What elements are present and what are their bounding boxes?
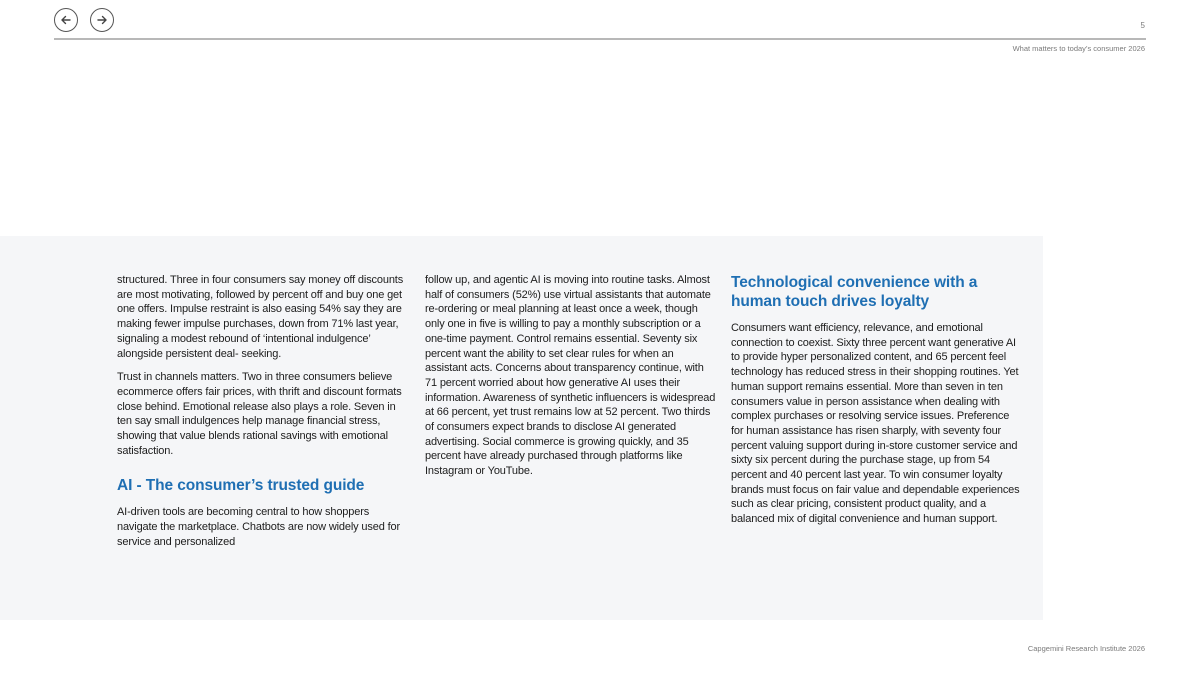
text-column-2 bbox=[425, 273, 717, 488]
arrow-right-icon bbox=[95, 13, 109, 27]
footer-credit: Capgemini Research Institute 2026 bbox=[1027, 644, 1145, 653]
header-divider bbox=[54, 38, 1146, 40]
paragraph: Consumers want efficiency, relevance, and emotional connection to coexist. Sixty three percent want generative AI to provide hyper personalized content, and 65 percent feel technology has reduced stress in their shopping routines. Yet human support remains essential. More than seven in ten consumers value in person assistance when dealing with complex purchases or resolving service issues. Preference for human assistance has risen sharply, with seventy four percent valuing support during in-store customer service and sixty six percent during the purchase stage, up from 54 percent and 40 percent last year. To win consumer loyalty brands must focus on fair value and dependable experiences such as clear pricing, consistent product quality, and a balanced mix of digital convenience and human support. bbox=[731, 322, 1020, 526]
arrow-left-icon bbox=[59, 13, 73, 27]
paragraph: follow up, and agentic AI is moving into routine tasks. Almost half of consumers (52%) use virtual assistants that automate re-ordering or meal planning at least once a week, though only one in five is willing to pay a monthly subscription or a one-time payment. Control remains essential. Seventy six percent want the ability to set clear rules for when an assistant acts. Concerns about transparency continue, with 71 percent worried about how generative AI uses their information. Awareness of synthetic influencers is widespread at 66 percent, yet trust remains low at 52 percent. Two thirds of consumers expect brands to disclose AI generated advertising. Social commerce is growing quickly, and 35 percent have already purchased through platforms like Instagram or YouTube. bbox=[425, 274, 716, 478]
text-column-3 bbox=[731, 273, 1023, 536]
section-heading-ai-guide: AI - The consumer’s trusted guide bbox=[117, 477, 365, 495]
section-heading-tech-convenience: Technological convenience with a human touch drives loyalty bbox=[731, 274, 978, 310]
page-number: 5 bbox=[1140, 21, 1145, 30]
running-header-title: What matters to today’s consumer 2026 bbox=[1012, 44, 1145, 53]
next-page-button[interactable] bbox=[90, 8, 114, 32]
paragraph: structured. Three in four consumers say money off discounts are most motivating, followed by percent off and buy one get one offers. Impulse restraint is also easing 54% say they are making fewer impulse purchases, down from 71% last year, signaling a modest rebound of ‘intentional indulgence’ alongside persistent deal- seeking. bbox=[117, 274, 404, 360]
paragraph: AI-driven tools are becoming central to how shoppers navigate the marketplace. Chatbots are now widely used for service and personalized bbox=[117, 506, 400, 548]
previous-page-button[interactable] bbox=[54, 8, 78, 32]
text-column-1 bbox=[117, 273, 409, 559]
paragraph: Trust in channels matters. Two in three consumers believe ecommerce offers fair prices, with thrift and discount formats close behind. Emotional release also plays a role. Seven in ten say small indulgences help manage financial stress, showing that value blends rational savings with emotional satisfaction. bbox=[117, 371, 402, 457]
